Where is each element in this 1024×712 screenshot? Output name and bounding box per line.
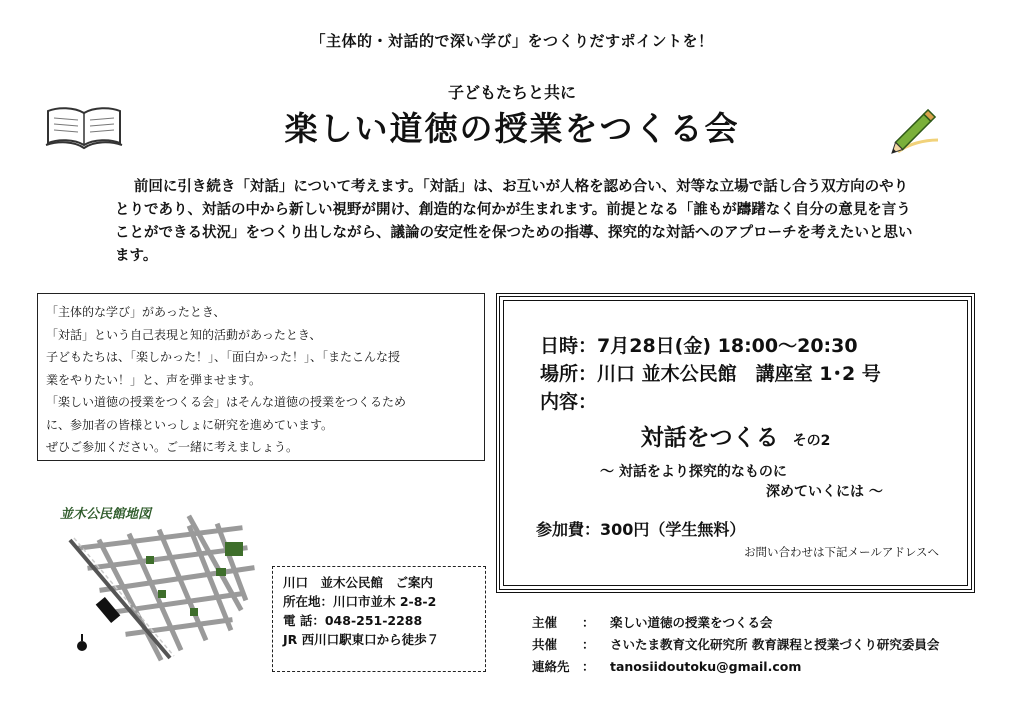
tagline: 「主体的・対話的で深い学び」をつくりだすポイントを！ — [310, 32, 714, 50]
description-line: 「楽しい道徳の授業をつくる会」はそんな道徳の授業をつくるため — [46, 395, 407, 409]
event-subtitle-line2: 深めていくには ～ — [766, 484, 883, 500]
event-place: 場所：川口 並木公民館 講座室 1･2 号 — [540, 363, 881, 385]
venue-title: 川口 並木公民館 ご案内 — [283, 575, 434, 590]
north-arrow-icon — [77, 641, 87, 651]
event-datetime: 日時：7月28日(金) 18:00～20:30 — [540, 335, 858, 357]
host-label: 主催 — [532, 615, 558, 630]
contact-email[interactable]: tanosiidoutoku@gmail.com — [610, 659, 802, 674]
venue-phone: 電 話：048-251-2288 — [283, 613, 423, 628]
event-info-inner — [503, 300, 968, 586]
area-map — [40, 498, 272, 674]
organizer-cohost-row — [532, 634, 939, 656]
description-box — [37, 293, 485, 461]
map-title: 並木公民館地図 — [60, 507, 152, 522]
pencil-icon — [888, 100, 944, 158]
event-fee: 参加費：300円（学生無料） — [536, 520, 746, 539]
host-name: 楽しい道徳の授業をつくる会 — [610, 615, 773, 630]
colon: ： — [582, 637, 595, 652]
event-topic-title: 対話をつくる — [640, 425, 779, 451]
description-line: 「対話」という自己表現と知的活動があったとき、 — [46, 327, 322, 342]
organizer-contact-row — [532, 656, 939, 678]
subtitle: 子どもたちと共に — [447, 83, 576, 102]
event-content-label: 内容： — [540, 391, 598, 413]
description-line: 業をやりたい！」と、声を弾ませます。 — [46, 372, 262, 387]
description-line: 「主体的な学び」があったとき、 — [46, 305, 226, 319]
contact-note: お問い合わせは下記メールアドレスへ — [744, 545, 939, 559]
event-subtitle-line1: ～ 対話をより探究的なものに — [600, 464, 787, 480]
event-info-box — [496, 293, 975, 593]
contact-label: 連絡先 — [532, 659, 570, 674]
event-topic-part: その2 — [792, 433, 831, 449]
event-topic — [504, 419, 967, 452]
colon: ： — [582, 615, 595, 630]
organizer-host-row — [532, 612, 939, 634]
park-marker — [225, 542, 243, 556]
description-line: に、参加者の皆様といっしょに研究を進めています。 — [46, 417, 334, 432]
venue-info-box — [272, 566, 486, 672]
venue-address: 所在地：川口市並木 2-8-2 — [283, 594, 437, 609]
description-line: ぜひご参加ください。ご一緒に考えましょう。 — [46, 440, 299, 454]
page-title: 楽しい道徳の授業をつくる会 — [284, 109, 740, 148]
venue-access: JR 西川口駅東口から徒歩７ — [283, 632, 440, 647]
organizer-info — [532, 612, 939, 678]
cohost-label: 共催 — [532, 637, 558, 652]
description-line: 子どもたちは、「楽しかった！」、「面白かった！」、「またこんな授 — [46, 350, 401, 364]
colon: ： — [582, 659, 595, 674]
cohost-name: さいたま教育文化研究所 教育課程と授業づくり研究委員会 — [610, 637, 940, 652]
intro-paragraph: 前回に引き続き「対話」について考えます。「対話」は、お互いが人格を認め合い、対等な立場で話し合う双方向のやりとりであり、対話の中から新しい視野が開け、創造的な何かが生まれます。前提となる「誰もが躊躇なく自分の意見を言うことができる状況」をつくり出しながら、議論の安定性を保つための指導、探究的な対話へのアプローチを考えたいと思います。 — [115, 179, 913, 264]
